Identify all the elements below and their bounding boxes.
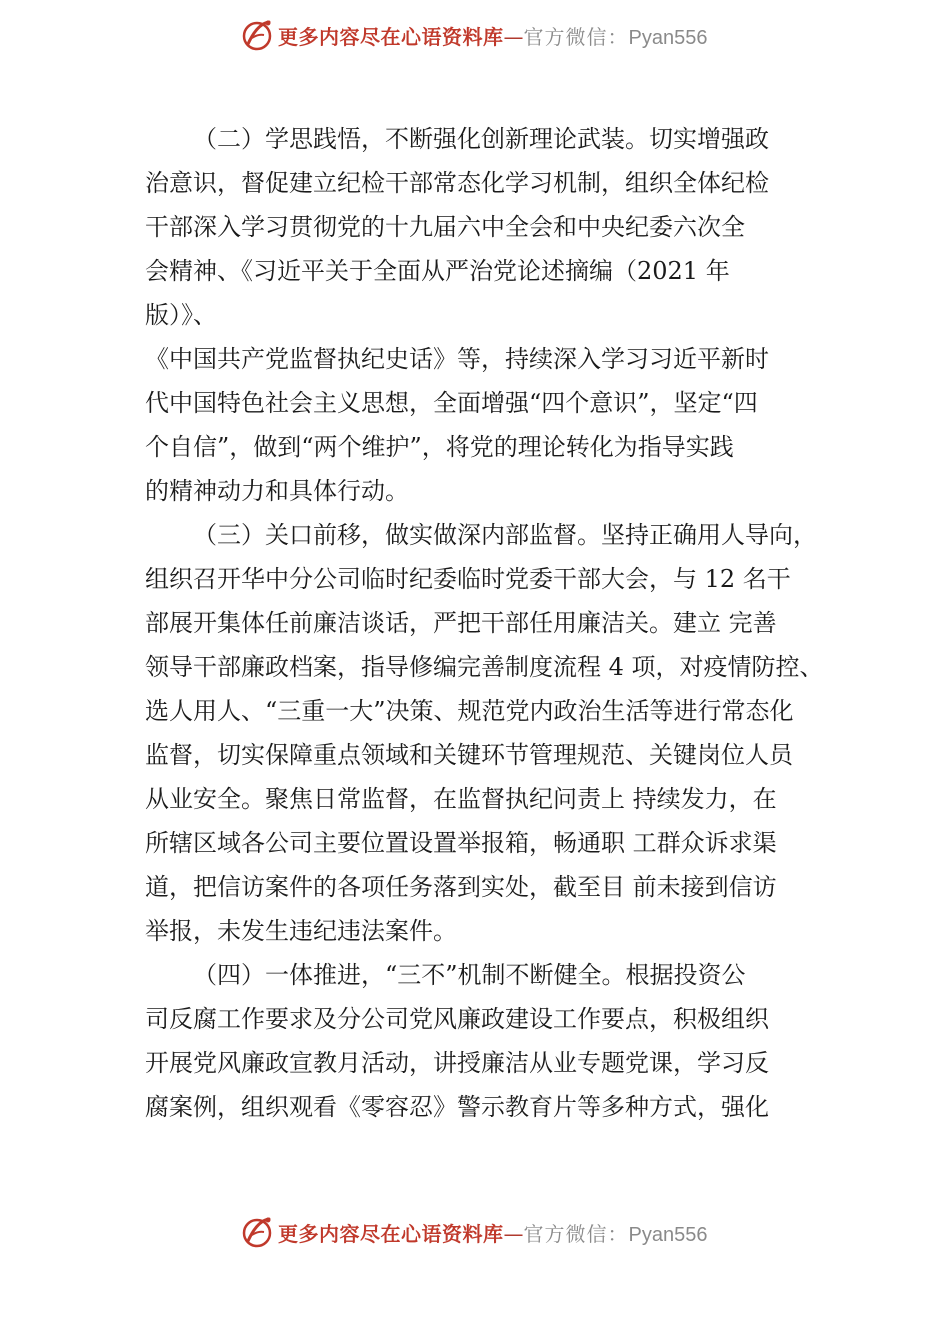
paragraph-line: 从业安全。聚焦日常监督，在监督执纪问责上 持续发力，在: [145, 785, 777, 813]
paragraph-line: 组织召开华中分公司临时纪委临时党委干部大会，与 12 名干: [145, 565, 791, 593]
header-separator: —: [503, 25, 524, 49]
paragraph-line: （三）关口前移，做实做深内部监督。坚持正确用人导向，: [193, 521, 817, 549]
footer-banner-text: [278, 1220, 707, 1248]
document-body: [145, 117, 845, 1129]
header-wechat-id: Pyan556: [628, 27, 708, 49]
paragraph-line: 监督，切实保障重点领域和关键环节管理规范、关键岗位人员: [145, 741, 793, 769]
paragraph-line: 个自信”，做到“两个维护”，将党的理论转化为指导实践: [145, 433, 734, 461]
paragraph-line: 的精神动力和具体行动。: [145, 477, 409, 505]
paragraph-line: 版）》、: [145, 301, 217, 329]
paragraph-line: 司反腐工作要求及分公司党风廉政建设工作要点，积极组织: [145, 1005, 769, 1033]
header-banner-text: [278, 23, 707, 51]
paragraph-line: 腐案例，组织观看《零容忍》警示教育片等多种方式，强化: [145, 1093, 769, 1121]
paragraph-line: （二）学思践悟，不断强化创新理论武装。切实增强政: [193, 125, 769, 153]
paragraph-line: 部展开集体任前廉洁谈话，严把干部任用廉洁关。建立 完善: [145, 609, 777, 637]
paragraph-line: 代中国特色社会主义思想，全面增强“四个意识”，坚定“四: [145, 389, 758, 417]
paragraph-line: 选人用人、“三重一大”决策、规范党内政治生活等进行常态化: [145, 697, 794, 725]
brand-logo-icon: [238, 1213, 276, 1251]
footer-brand: 更多内容尽在心语资料库: [278, 1222, 504, 1246]
paragraph-line: 干部深入学习贯彻党的十九届六中全会和中央纪委六次全: [145, 213, 745, 241]
paragraph-line: 举报，未发生违纪违法案件。: [145, 917, 457, 945]
footer-wechat-id: Pyan556: [628, 1224, 708, 1246]
brand-logo-icon: [238, 16, 276, 54]
paragraph-line: 道，把信访案件的各项任务落到实处，截至目 前未接到信访: [145, 873, 777, 901]
footer-watermark: [0, 1213, 950, 1253]
paragraph-line: 所辖区域各公司主要位置设置举报箱，畅通职 工群众诉求渠: [145, 829, 777, 857]
paragraph-line: 《中国共产党监督执纪史话》等，持续深入学习习近平新时: [145, 345, 769, 373]
header-watermark: [0, 16, 950, 56]
paragraph-line: 开展党风廉政宣教月活动，讲授廉洁从业专题党课，学习反: [145, 1049, 769, 1077]
header-wechat-label: 官方微信：: [523, 25, 629, 49]
header-brand: 更多内容尽在心语资料库: [278, 25, 504, 49]
paragraph-line: 治意识，督促建立纪检干部常态化学习机制，组织全体纪检: [145, 169, 769, 197]
paragraph-line: 会精神、《习近平关于全面从严治党论述摘编（2021 年: [145, 257, 730, 285]
paragraph-line: （四）一体推进，“三不”机制不断健全。根据投资公: [193, 961, 746, 989]
footer-wechat-label: 官方微信：: [523, 1222, 629, 1246]
paragraph-line: 领导干部廉政档案，指导修编完善制度流程 4 项，对疫情防控、: [145, 653, 824, 681]
footer-separator: —: [503, 1222, 524, 1246]
